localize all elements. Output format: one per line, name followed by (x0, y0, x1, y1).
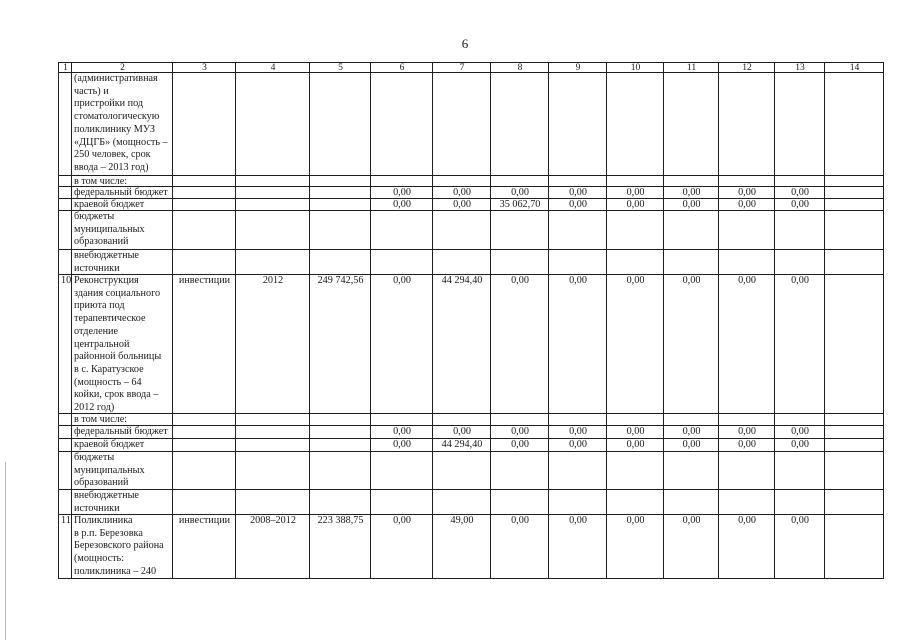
table-cell: 0,00 (718, 198, 774, 210)
table-cell (58, 413, 71, 425)
table-cell (58, 186, 71, 198)
table-cell: 0,00 (606, 425, 663, 438)
table-cell (718, 249, 774, 274)
table-cell (309, 413, 370, 425)
table-cell: 249 742,56 (309, 274, 370, 413)
table-cell (548, 210, 606, 249)
table-cell: 0,00 (432, 186, 490, 198)
table-cell (235, 175, 309, 186)
table-row (58, 451, 883, 489)
table-cell (172, 198, 235, 210)
table-cell (718, 175, 774, 186)
table-cell (370, 210, 432, 249)
table-cell (309, 210, 370, 249)
table-cell (548, 72, 606, 175)
table-cell (172, 425, 235, 438)
table-cell: федеральный бюджет (71, 425, 172, 438)
table-cell: инвестиции (172, 274, 235, 413)
table-row (58, 438, 883, 451)
table-cell (606, 489, 663, 514)
table-cell: бюджеты муниципальных образований (71, 210, 172, 249)
table-cell (432, 249, 490, 274)
table-cell: 0,00 (490, 514, 548, 578)
table-cell (824, 198, 883, 210)
table-cell (606, 413, 663, 425)
table-cell (824, 413, 883, 425)
table-cell: 0,00 (663, 198, 718, 210)
column-number-header: 6 (370, 62, 432, 72)
table-cell (172, 72, 235, 175)
table-cell: 2012 (235, 274, 309, 413)
scan-edge-line (5, 462, 6, 640)
table-cell (235, 198, 309, 210)
column-number-header: 1 (58, 62, 71, 72)
table-cell (548, 249, 606, 274)
table-cell: 0,00 (370, 438, 432, 451)
table-cell: Поликлиника в р.п. Березовка Березовского района (мощность: поликлиника – 240 (71, 514, 172, 578)
table-cell (490, 249, 548, 274)
table-cell (370, 413, 432, 425)
table-cell (58, 249, 71, 274)
table-cell (663, 489, 718, 514)
table-cell (824, 489, 883, 514)
table-cell (663, 72, 718, 175)
table-cell (172, 249, 235, 274)
table-cell (548, 489, 606, 514)
table-cell: 0,00 (718, 514, 774, 578)
table-cell (309, 438, 370, 451)
table-cell (490, 451, 548, 489)
table-cell (309, 175, 370, 186)
column-number-header: 5 (309, 62, 370, 72)
table-cell (235, 425, 309, 438)
table-cell (235, 413, 309, 425)
table-cell (309, 72, 370, 175)
table-cell: внебюджетные источники (71, 489, 172, 514)
table-cell (606, 72, 663, 175)
table-row (58, 210, 883, 249)
table-cell (718, 72, 774, 175)
table-cell (432, 489, 490, 514)
table-cell (58, 489, 71, 514)
table-cell: 0,00 (606, 438, 663, 451)
table-cell (663, 249, 718, 274)
table-cell (235, 210, 309, 249)
table-cell: 0,00 (548, 438, 606, 451)
column-number-header: 13 (774, 62, 824, 72)
table-cell: 0,00 (432, 198, 490, 210)
table-cell: 0,00 (548, 514, 606, 578)
table-cell: инвестиции (172, 514, 235, 578)
table-cell (490, 175, 548, 186)
column-number-header: 2 (71, 62, 172, 72)
table-cell: 223 388,75 (309, 514, 370, 578)
table-cell: 0,00 (774, 274, 824, 413)
table-cell (548, 413, 606, 425)
table-cell (490, 489, 548, 514)
column-number-header: 8 (490, 62, 548, 72)
table-cell: (административная часть) и пристройки под стоматологическую поликлинику МУЗ «ДЦГБ» (мощность – 250 человек, срок ввода – 2013 год) (71, 72, 172, 175)
table-cell: 0,00 (606, 186, 663, 198)
table-cell: 0,00 (548, 186, 606, 198)
table-cell (718, 489, 774, 514)
table-cell (432, 175, 490, 186)
column-number-header: 14 (824, 62, 883, 72)
column-number-header: 9 (548, 62, 606, 72)
table-cell (58, 425, 71, 438)
table-cell (58, 175, 71, 186)
page-number: 6 (461, 36, 469, 51)
table-cell (235, 72, 309, 175)
budget-table (58, 62, 884, 579)
table-cell (663, 451, 718, 489)
table-cell (718, 210, 774, 249)
table-cell: 0,00 (370, 186, 432, 198)
table-cell: 0,00 (663, 438, 718, 451)
table-cell: 0,00 (774, 425, 824, 438)
table-cell: 0,00 (490, 438, 548, 451)
column-number-header: 11 (663, 62, 718, 72)
table-cell (774, 249, 824, 274)
table-cell: 0,00 (774, 198, 824, 210)
table-cell (58, 210, 71, 249)
table-cell (235, 489, 309, 514)
table-cell (309, 249, 370, 274)
table-cell (774, 489, 824, 514)
table-cell (309, 425, 370, 438)
table-cell (824, 425, 883, 438)
table-cell: 44 294,40 (432, 274, 490, 413)
table-cell: 0,00 (663, 425, 718, 438)
table-cell (490, 72, 548, 175)
table-cell (718, 413, 774, 425)
table-cell: 2008–2012 (235, 514, 309, 578)
table-cell (370, 175, 432, 186)
table-cell (606, 451, 663, 489)
table-cell (58, 451, 71, 489)
column-number-header: 4 (235, 62, 309, 72)
table-cell: 0,00 (432, 425, 490, 438)
table-cell: 0,00 (606, 198, 663, 210)
table-cell (824, 175, 883, 186)
table-cell: 0,00 (370, 514, 432, 578)
table-cell: федеральный бюджет (71, 186, 172, 198)
table-cell (172, 451, 235, 489)
table-cell (824, 186, 883, 198)
table-cell: 0,00 (718, 186, 774, 198)
table-row (58, 175, 883, 186)
table-cell: 0,00 (370, 198, 432, 210)
table-cell: 0,00 (663, 274, 718, 413)
table-cell (774, 72, 824, 175)
table-cell: 0,00 (606, 514, 663, 578)
table-cell (172, 210, 235, 249)
table-cell (824, 210, 883, 249)
table-cell (774, 210, 824, 249)
table-cell (606, 175, 663, 186)
table-cell (58, 198, 71, 210)
table-cell (824, 451, 883, 489)
table-cell (663, 413, 718, 425)
table-cell: 0,00 (548, 198, 606, 210)
table-cell: 0,00 (718, 438, 774, 451)
table-cell: 0,00 (370, 274, 432, 413)
table-cell (774, 175, 824, 186)
table-cell (432, 451, 490, 489)
table-cell: 0,00 (370, 425, 432, 438)
table-row (58, 72, 883, 175)
table-cell (172, 489, 235, 514)
table-cell (370, 451, 432, 489)
table-cell (774, 451, 824, 489)
table-cell (172, 175, 235, 186)
table-cell: краевой бюджет (71, 198, 172, 210)
table-cell: 0,00 (663, 514, 718, 578)
table-row (58, 413, 883, 425)
table-cell (235, 186, 309, 198)
table-cell (309, 451, 370, 489)
table-cell (172, 413, 235, 425)
table-cell (235, 451, 309, 489)
table-cell: 49,00 (432, 514, 490, 578)
table-row (58, 186, 883, 198)
table-cell: 0,00 (718, 274, 774, 413)
table-cell (490, 210, 548, 249)
table-cell (606, 249, 663, 274)
table-header-row (58, 62, 883, 72)
table-row (58, 489, 883, 514)
table-cell: внебюджетные источники (71, 249, 172, 274)
table-cell (309, 186, 370, 198)
table-cell (370, 72, 432, 175)
table-cell: 0,00 (490, 186, 548, 198)
table-row (58, 249, 883, 274)
table-cell: в том числе: (71, 413, 172, 425)
table-cell (309, 198, 370, 210)
table-cell: 0,00 (774, 186, 824, 198)
table-cell (548, 175, 606, 186)
table-cell (432, 72, 490, 175)
table-cell: 0,00 (548, 274, 606, 413)
table-row (58, 425, 883, 438)
table-cell (774, 413, 824, 425)
table-cell: 0,00 (718, 425, 774, 438)
table-cell: краевой бюджет (71, 438, 172, 451)
table-cell (172, 438, 235, 451)
table-cell (58, 72, 71, 175)
table-cell: в том числе: (71, 175, 172, 186)
table-cell (370, 249, 432, 274)
column-number-header: 7 (432, 62, 490, 72)
table-cell: 0,00 (774, 438, 824, 451)
table-cell: 10 (58, 274, 71, 413)
table-cell (824, 274, 883, 413)
table-cell (490, 413, 548, 425)
table-row (58, 514, 883, 578)
table-cell: 0,00 (490, 274, 548, 413)
table-row (58, 274, 883, 413)
table-cell (548, 451, 606, 489)
table-cell (370, 489, 432, 514)
table-cell (432, 413, 490, 425)
table-cell: 0,00 (774, 514, 824, 578)
column-number-header: 12 (718, 62, 774, 72)
column-number-header: 10 (606, 62, 663, 72)
table-cell (824, 514, 883, 578)
table-cell (824, 438, 883, 451)
table-row (58, 198, 883, 210)
table-cell (824, 72, 883, 175)
table-cell: 0,00 (490, 425, 548, 438)
table-cell: 11 (58, 514, 71, 578)
table-cell: 35 062,70 (490, 198, 548, 210)
table-cell: бюджеты муниципальных образований (71, 451, 172, 489)
table-cell: Реконструкция здания социального приюта под терапевтическое отделение центральной районной больницы в с. Каратузское (мощность – 64 койки, срок ввода – 2012 год) (71, 274, 172, 413)
table-cell (235, 249, 309, 274)
table-cell (663, 210, 718, 249)
table-cell (718, 451, 774, 489)
table-cell: 0,00 (548, 425, 606, 438)
table-cell (172, 186, 235, 198)
table-cell (309, 489, 370, 514)
table-cell: 0,00 (663, 186, 718, 198)
table-cell: 0,00 (606, 274, 663, 413)
table-cell (606, 210, 663, 249)
table-cell (824, 249, 883, 274)
table-cell (663, 175, 718, 186)
table-cell (235, 438, 309, 451)
column-number-header: 3 (172, 62, 235, 72)
table-cell (432, 210, 490, 249)
table-cell: 44 294,40 (432, 438, 490, 451)
table-cell (58, 438, 71, 451)
